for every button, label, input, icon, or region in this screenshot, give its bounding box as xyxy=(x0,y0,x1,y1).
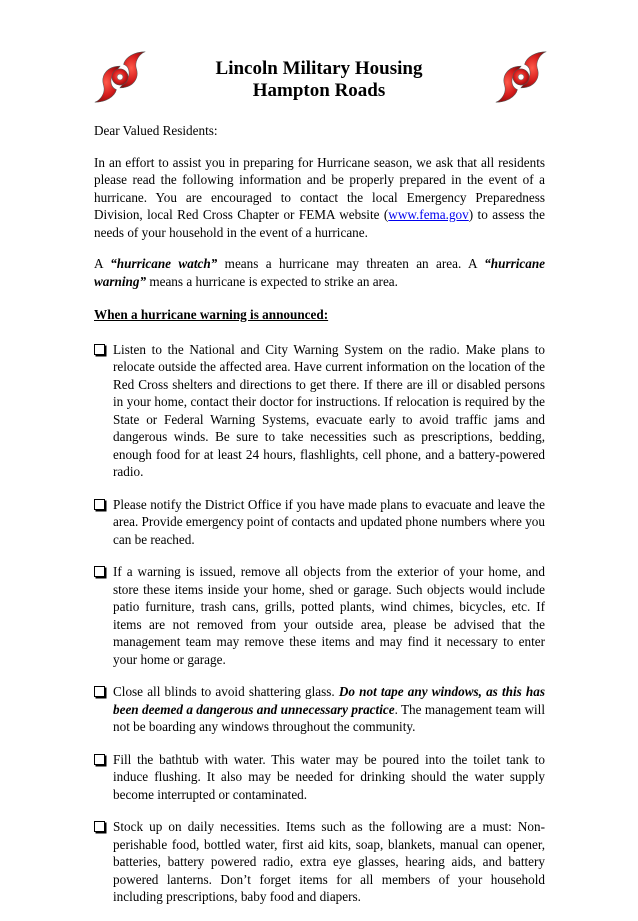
definitions-paragraph xyxy=(94,255,545,290)
checkbox-icon xyxy=(94,499,105,510)
checkbox-icon xyxy=(94,754,105,765)
checklist-item-text: Stock up on daily necessities. Items such as the following are a must: Non-perishable food, bottled water, first aid kits, soap, blankets, manual can opener, batteries, battery powered radio, extra eye glasses, hearing aids, and battery powered lanterns. Don’t forget items for all members of your household including prescriptions, baby food and diapers. xyxy=(113,819,545,904)
checklist-item-text-end: . The management team will not be boarding any windows throughout the community. xyxy=(113,701,546,734)
checklist-item-text: Please notify the District Office if you have made plans to evacuate and leave the area. Provide emergency point of contacts and updated phone numbers where you can be reached. xyxy=(113,496,545,547)
checklist-item-text: If a warning is issued, remove all objects from the exterior of your home, and store these items inside your home, shed or garage. Such objects would include patio furniture, trash cans, grills, potted plants, wind chimes, bicycles, etc. If items are not removed from your outside area, please be advised that the management team may remove these items and may find it necessary to enter your home or garage. xyxy=(113,564,545,667)
checklist-item xyxy=(94,683,545,736)
section-heading: When a hurricane warning is announced: xyxy=(94,307,329,322)
title-line-1: Lincoln Military Housing xyxy=(215,58,423,79)
def-text: A xyxy=(94,256,111,271)
intro-text-end: ) to assess the needs of your household in the event of a hurricane. xyxy=(94,207,545,240)
intro-text: In an effort to assist you in preparing for Hurricane season, we ask that all residents please read the following information and be properly prepared in the event of a hurricane. You are encouraged to contact the local Emergency Preparedness Division, local Red Cross Chapter or FEMA website ( xyxy=(94,154,545,222)
checkbox-icon xyxy=(94,686,105,697)
checklist-item xyxy=(94,341,545,481)
checklist-item xyxy=(94,818,545,906)
salutation: Dear Valued Residents: xyxy=(94,123,218,138)
checklist-item xyxy=(94,751,545,804)
warning-term: “hurricane warning” xyxy=(94,256,546,289)
watch-definition: means a hurricane may threaten an area. A xyxy=(217,256,485,271)
checkbox-icon xyxy=(94,344,105,355)
warning-definition: means a hurricane is expected to strike an area. xyxy=(146,273,398,289)
checklist-item-text: Listen to the National and City Warning System on the radio. Make plans to relocate outside the affected area. Have current information on the location of the Red Cross shelters and directions to get there. If there are ill or disabled persons in your home, contact their doctor for instructions. If relocation is required by the State or Federal Warning Systems, evacuate early to avoid traffic jams and dangerous winds. Be sure to take necessities such as prescriptions, bedding, enough food for at least 24 hours, flashlights, cell phone, and a battery-powered radio. xyxy=(113,341,545,479)
intro-paragraph xyxy=(94,154,545,242)
fema-link[interactable]: www.fema.gov xyxy=(388,207,469,222)
letter-body xyxy=(94,122,545,921)
checklist-item xyxy=(94,563,545,668)
checklist-item-text: Fill the bathtub with water. This water may be poured into the toilet tank to induce flushing. It also may be needed for drinking should the water supply become interrupted or contaminated. xyxy=(113,751,545,802)
checkbox-icon xyxy=(94,566,105,577)
checklist-item-text: Close all blinds to avoid shattering glass. xyxy=(113,684,339,699)
checkbox-icon xyxy=(94,821,105,832)
title-line-2: Hampton Roads xyxy=(252,80,386,101)
checklist-item-emphasis: Do not tape any windows, as this has been deemed a dangerous and unnecessary practice xyxy=(113,684,545,717)
checklist xyxy=(94,341,545,906)
document-title xyxy=(0,58,638,102)
checklist-item xyxy=(94,496,545,549)
watch-term: “hurricane watch” xyxy=(110,256,218,271)
